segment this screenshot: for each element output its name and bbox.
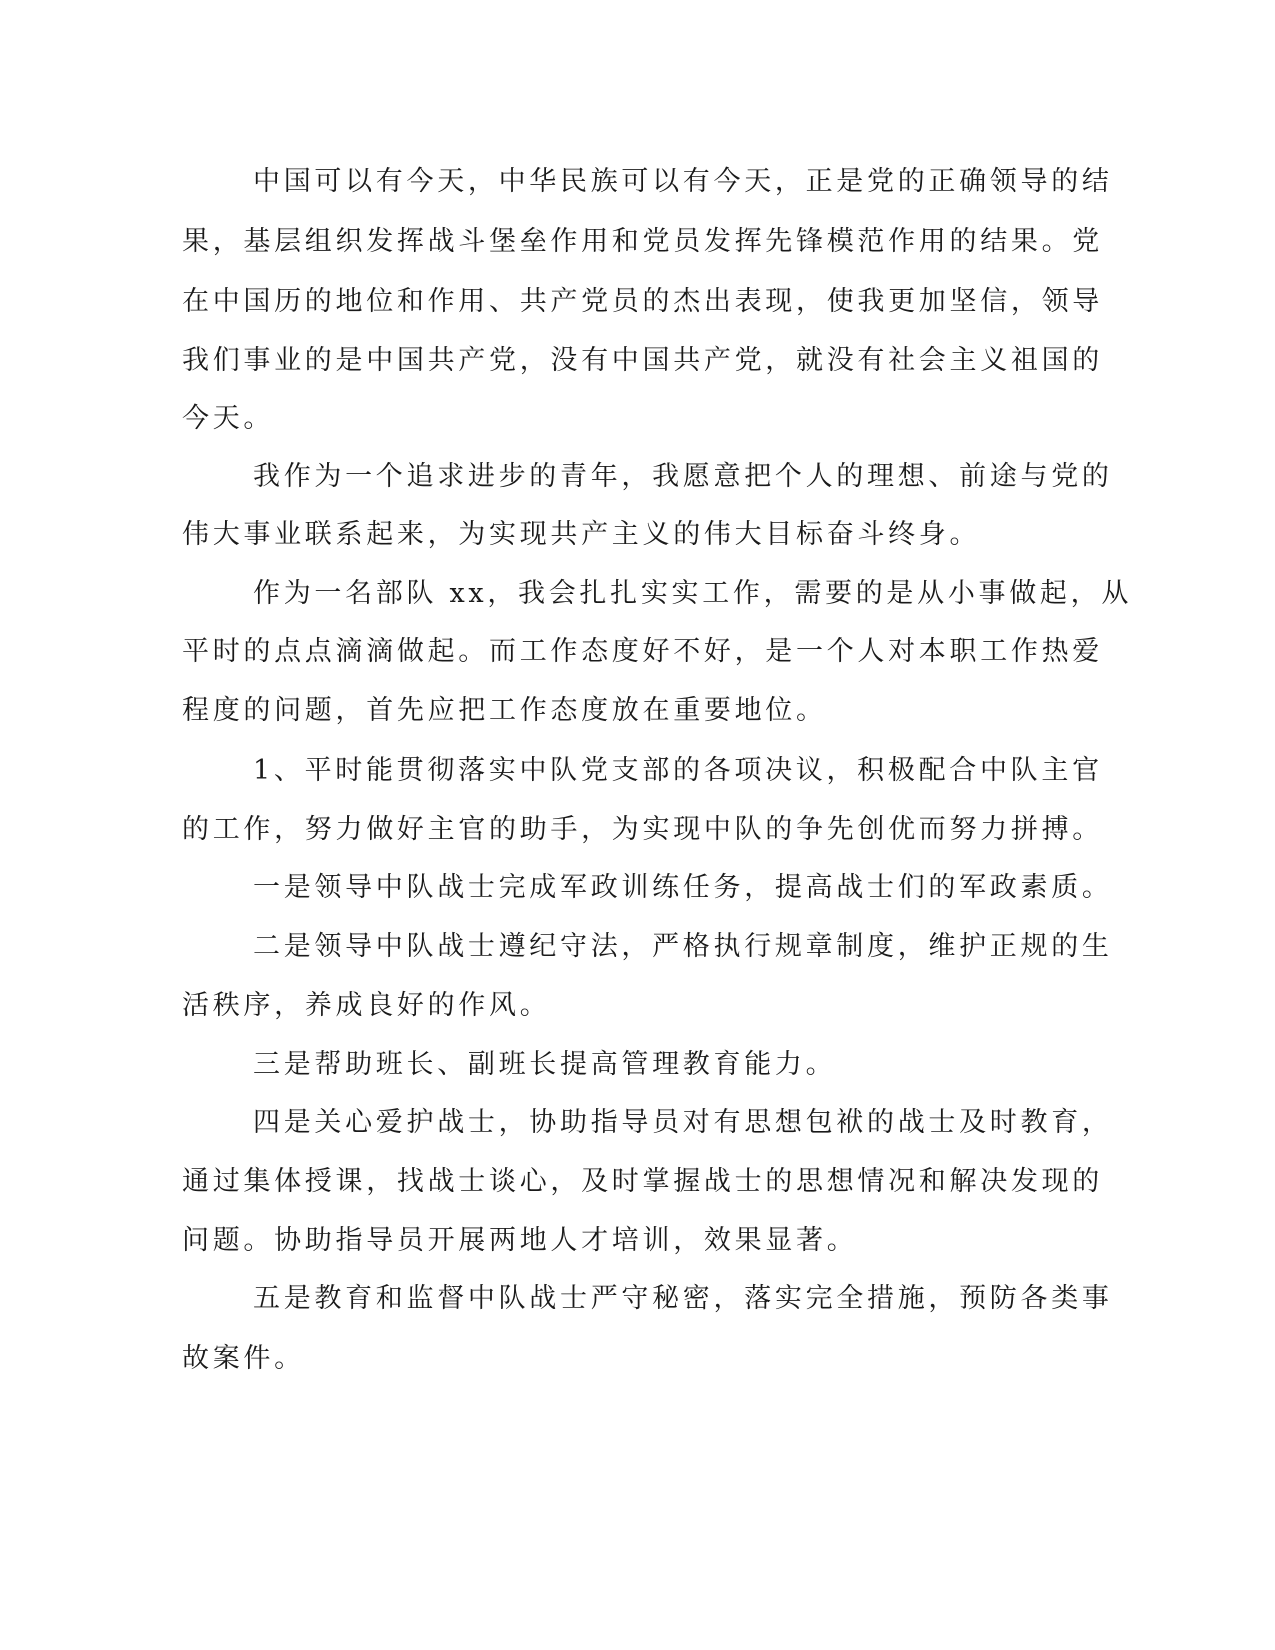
paragraph-3-line-3: 程度的问题，首先应把工作态度放在重要地位。 bbox=[182, 695, 827, 726]
paragraph-3-line-2: 平时的点点滴滴做起。而工作态度好不好，是一个人对本职工作热爱 bbox=[182, 636, 1103, 667]
paragraph-9-line-1: 五是教育和监督中队战士严守秘密，落实完全措施，预防各类事 bbox=[253, 1283, 1113, 1314]
paragraph-6-line-1: 二是领导中队战士遵纪守法，严格执行规章制度，维护正规的生 bbox=[253, 931, 1113, 962]
paragraph-6-line-2: 活秩序，养成良好的作风。 bbox=[182, 990, 551, 1021]
paragraph-1-line-2: 果，基层组织发挥战斗堡垒作用和党员发挥先锋模范作用的结果。党 bbox=[182, 226, 1103, 257]
paragraph-8-line-3: 问题。协助指导员开展两地人才培训，效果显著。 bbox=[182, 1225, 858, 1256]
paragraph-1-line-1: 中国可以有今天，中华民族可以有今天，正是党的正确领导的结 bbox=[253, 166, 1113, 197]
paragraph-5-line-1: 一是领导中队战士完成军政训练任务，提高战士们的军政素质。 bbox=[253, 872, 1113, 903]
paragraph-2-line-1: 我作为一个追求进步的青年，我愿意把个人的理想、前途与党的 bbox=[253, 461, 1113, 492]
paragraph-9-line-2: 故案件。 bbox=[182, 1343, 305, 1374]
paragraph-1-line-5: 今天。 bbox=[182, 403, 275, 434]
paragraph-8-line-2: 通过集体授课，找战士谈心，及时掌握战士的思想情况和解决发现的 bbox=[182, 1166, 1103, 1197]
paragraph-1-line-4: 我们事业的是中国共产党，没有中国共产党，就没有社会主义祖国的 bbox=[182, 345, 1103, 376]
paragraph-4-line-1: 1、平时能贯彻落实中队党支部的各项决议，积极配合中队主官 bbox=[253, 755, 1103, 786]
paragraph-7-line-1: 三是帮助班长、副班长提高管理教育能力。 bbox=[253, 1049, 837, 1080]
paragraph-1-line-3: 在中国历的地位和作用、共产党员的杰出表现，使我更加坚信，领导 bbox=[182, 286, 1103, 317]
paragraph-2-line-2: 伟大事业联系起来，为实现共产主义的伟大目标奋斗终身。 bbox=[182, 519, 981, 550]
paragraph-4-line-2: 的工作，努力做好主官的助手，为实现中队的争先创优而努力拼搏。 bbox=[182, 814, 1103, 845]
paragraph-8-line-1: 四是关心爱护战士，协助指导员对有思想包袱的战士及时教育， bbox=[253, 1107, 1113, 1138]
paragraph-3-line-1: 作为一名部队 xx，我会扎扎实实工作，需要的是从小事做起，从 bbox=[253, 578, 1133, 609]
